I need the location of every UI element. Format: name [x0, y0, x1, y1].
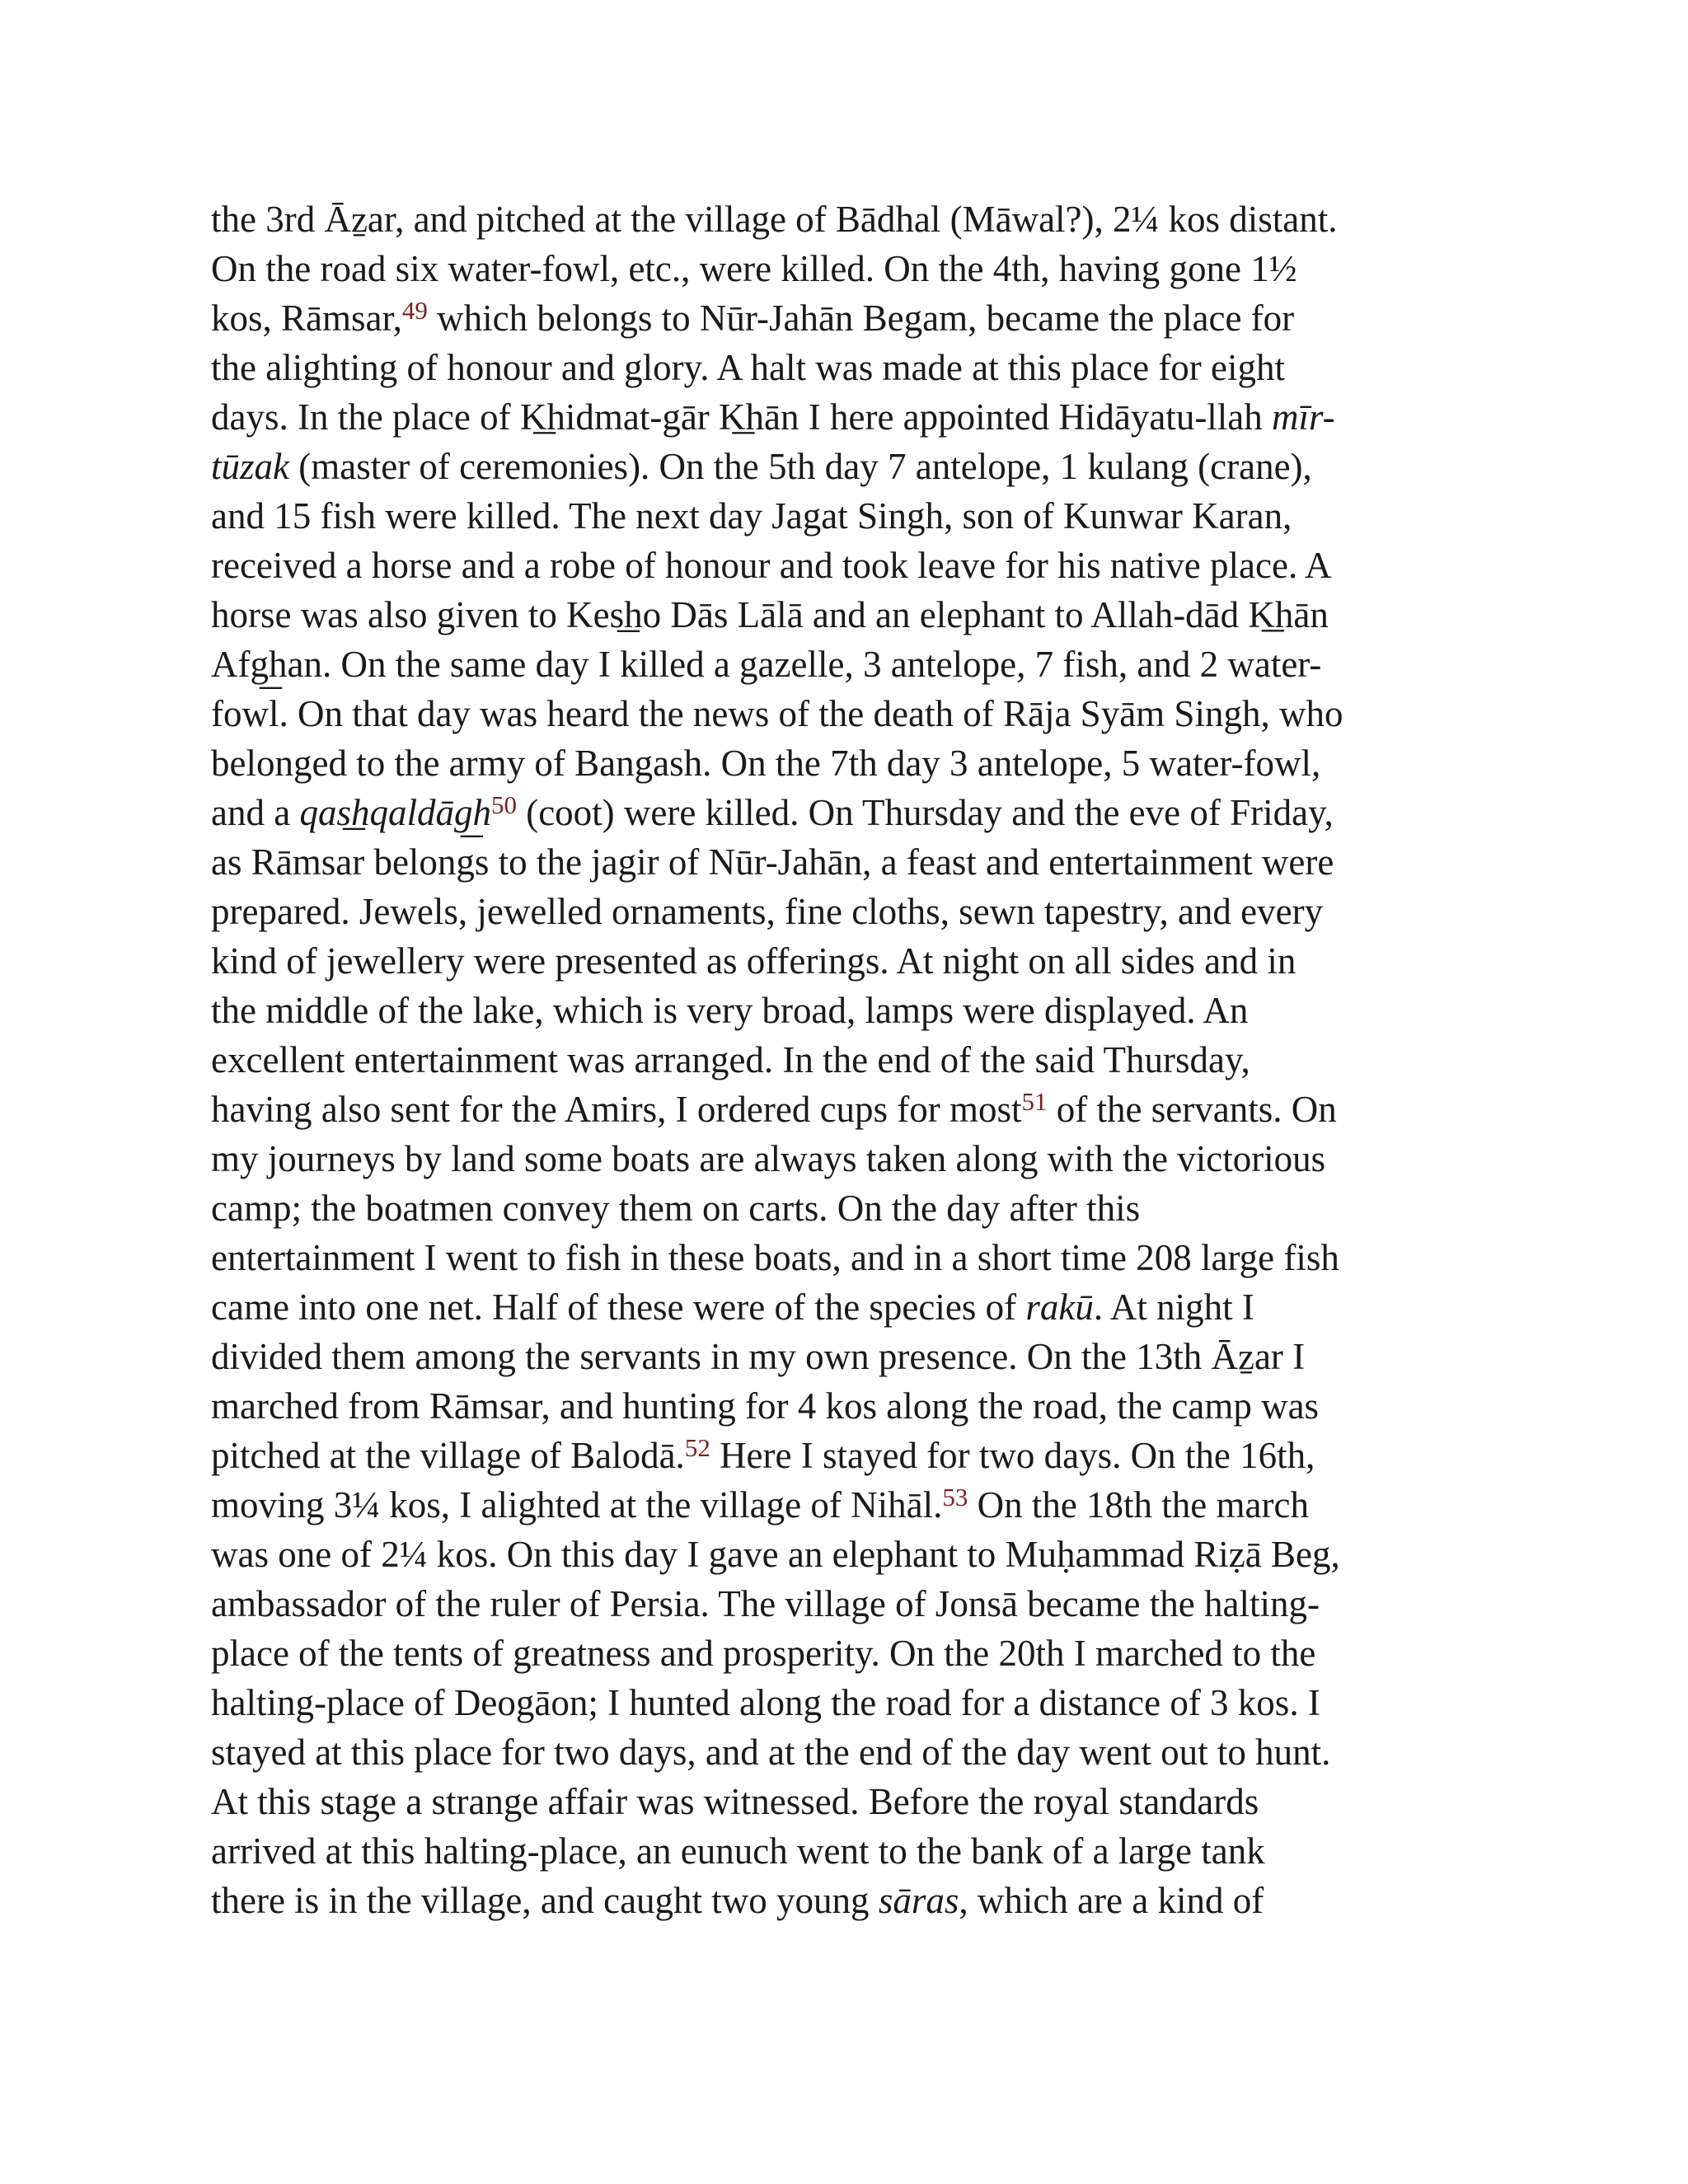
text-line: [211, 689, 1489, 738]
text-line: [211, 788, 1489, 837]
text-run: came into one net. Half of these were of the species of: [211, 1286, 1026, 1328]
text-run: (coot) were killed. On Thursday and the eve of Friday,: [516, 792, 1334, 833]
text-run: received a horse and a robe of honour and took leave for his native place. A: [211, 545, 1332, 586]
text-run: divided them among the servants in my own presence. On the 13th Āẕar I: [211, 1336, 1306, 1377]
text-run: belonged to the army of Bangash. On the 7th day 3 antelope, 5 water-fowl,: [211, 743, 1321, 784]
text-line: [211, 1431, 1489, 1480]
text-line: [211, 1085, 1489, 1134]
text-run: having also sent for the Amirs, I ordered cups for most: [211, 1089, 1022, 1130]
text-run: the 3rd Āẕar, and pitched at the village of Bādhal (Māwal?), 2¼ kos distant.: [211, 199, 1338, 240]
text-run: there is in the village, and caught two young: [211, 1880, 879, 1921]
text-line: [211, 1183, 1489, 1233]
text-line: [211, 738, 1489, 788]
text-line: [211, 1480, 1489, 1530]
text-run: Here I stayed for two days. On the 16th,: [710, 1435, 1315, 1476]
text-run: Afg͟han. On the same day I killed a gazelle, 3 antelope, 7 fish, and 2 water-: [211, 644, 1322, 685]
text-run: as Rāmsar belongs to the jagir of Nūr-Jahān, a feast and entertainment were: [211, 841, 1334, 883]
text-run: , which are a kind of: [959, 1880, 1264, 1921]
text-line: [211, 1035, 1489, 1085]
italic-term: mīr-: [1272, 396, 1335, 438]
body-text: [211, 194, 1489, 1925]
text-line: [211, 1282, 1489, 1332]
text-line: [211, 491, 1489, 541]
text-line: [211, 1629, 1489, 1678]
text-run: entertainment I went to fish in these boats, and in a short time 208 large fish: [211, 1237, 1339, 1278]
footnote-ref-51[interactable]: 51: [1021, 1087, 1048, 1116]
text-run: At this stage a strange affair was witnessed. Before the royal standards: [211, 1781, 1259, 1822]
text-line: [211, 1727, 1489, 1777]
text-run: ambassador of the ruler of Persia. The village of Jonsā became the halting-: [211, 1583, 1320, 1624]
text-line: [211, 194, 1489, 244]
text-run: fowl. On that day was heard the news of the death of Rāja Syām Singh, who: [211, 693, 1343, 734]
text-run: the middle of the lake, which is very broad, lamps were displayed. An: [211, 990, 1249, 1031]
text-line: [211, 1332, 1489, 1381]
text-run: . At night I: [1093, 1286, 1254, 1328]
text-run: On the road six water-fowl, etc., were killed. On the 4th, having gone 1½: [211, 248, 1297, 289]
text-run: days. In the place of K͟hidmat-gār K͟hān I here appointed Hidāyatu-llah: [211, 396, 1273, 438]
text-run: moving 3¼ kos, I alighted at the village of Nihāl.: [211, 1484, 943, 1526]
text-run: the alighting of honour and glory. A halt was made at this place for eight: [211, 347, 1286, 388]
text-line: [211, 887, 1489, 936]
text-run: arrived at this halting-place, an eunuch went to the bank of a large tank: [211, 1830, 1265, 1872]
text-line: [211, 590, 1489, 640]
text-line: [211, 293, 1489, 343]
text-run: kind of jewellery were presented as offerings. At night on all sides and in: [211, 940, 1296, 982]
footnote-ref-52[interactable]: 52: [684, 1433, 710, 1462]
text-run: excellent entertainment was arranged. In the end of the said Thursday,: [211, 1039, 1250, 1080]
text-run: On the 18th the march: [968, 1484, 1309, 1526]
text-line: [211, 936, 1489, 986]
text-line: [211, 1826, 1489, 1876]
text-line: [211, 837, 1489, 887]
italic-term: rakū: [1025, 1286, 1094, 1328]
italic-term: sāras: [878, 1880, 959, 1921]
text-line: [211, 392, 1489, 442]
footnote-ref-50[interactable]: 50: [490, 790, 517, 819]
text-run: and a: [211, 792, 300, 833]
text-line: [211, 1678, 1489, 1727]
text-line: [211, 442, 1489, 491]
text-line: [211, 244, 1489, 293]
text-line: [211, 1233, 1489, 1282]
text-line: [211, 1134, 1489, 1183]
text-line: [211, 1381, 1489, 1431]
italic-term: tūzak: [211, 446, 289, 487]
text-run: was one of 2¼ kos. On this day I gave an elephant to Muḥammad Riẓā Beg,: [211, 1534, 1340, 1575]
text-run: and 15 fish were killed. The next day Jagat Singh, son of Kunwar Karan,: [211, 495, 1292, 537]
footnote-ref-49[interactable]: 49: [401, 296, 428, 325]
text-line: [211, 1876, 1489, 1925]
text-run: of the servants. On: [1047, 1089, 1337, 1130]
text-run: stayed at this place for two days, and at the end of the day went out to hunt.: [211, 1732, 1331, 1773]
text-run: place of the tents of greatness and prosperity. On the 20th I marched to the: [211, 1633, 1316, 1674]
text-line: [211, 343, 1489, 392]
text-line: [211, 986, 1489, 1035]
text-line: [211, 640, 1489, 689]
text-run: my journeys by land some boats are always taken along with the victorious: [211, 1138, 1326, 1179]
italic-term: qas͟hqaldāg͟h: [299, 792, 491, 833]
text-run: camp; the boatmen convey them on carts. On the day after this: [211, 1188, 1141, 1229]
text-line: [211, 1579, 1489, 1629]
text-line: [211, 1530, 1489, 1579]
text-line: [211, 541, 1489, 590]
text-line: [211, 1777, 1489, 1826]
text-run: horse was also given to Kes͟ho Dās Lālā and an elephant to Allah-dād K͟hān: [211, 594, 1329, 635]
text-run: prepared. Jewels, jewelled ornaments, fine cloths, sewn tapestry, and every: [211, 891, 1324, 932]
text-run: pitched at the village of Balodā.: [211, 1435, 685, 1476]
footnote-ref-53[interactable]: 53: [942, 1483, 968, 1511]
text-run: halting-place of Deogāon; I hunted along the road for a distance of 3 kos. I: [211, 1682, 1320, 1723]
text-run: which belongs to Nūr-Jahān Begam, became the place for: [427, 298, 1295, 339]
text-run: kos, Rāmsar,: [211, 298, 402, 339]
text-run: (master of ceremonies). On the 5th day 7 antelope, 1 kulang (crane),: [289, 446, 1312, 487]
text-run: marched from Rāmsar, and hunting for 4 kos along the road, the camp was: [211, 1385, 1320, 1427]
